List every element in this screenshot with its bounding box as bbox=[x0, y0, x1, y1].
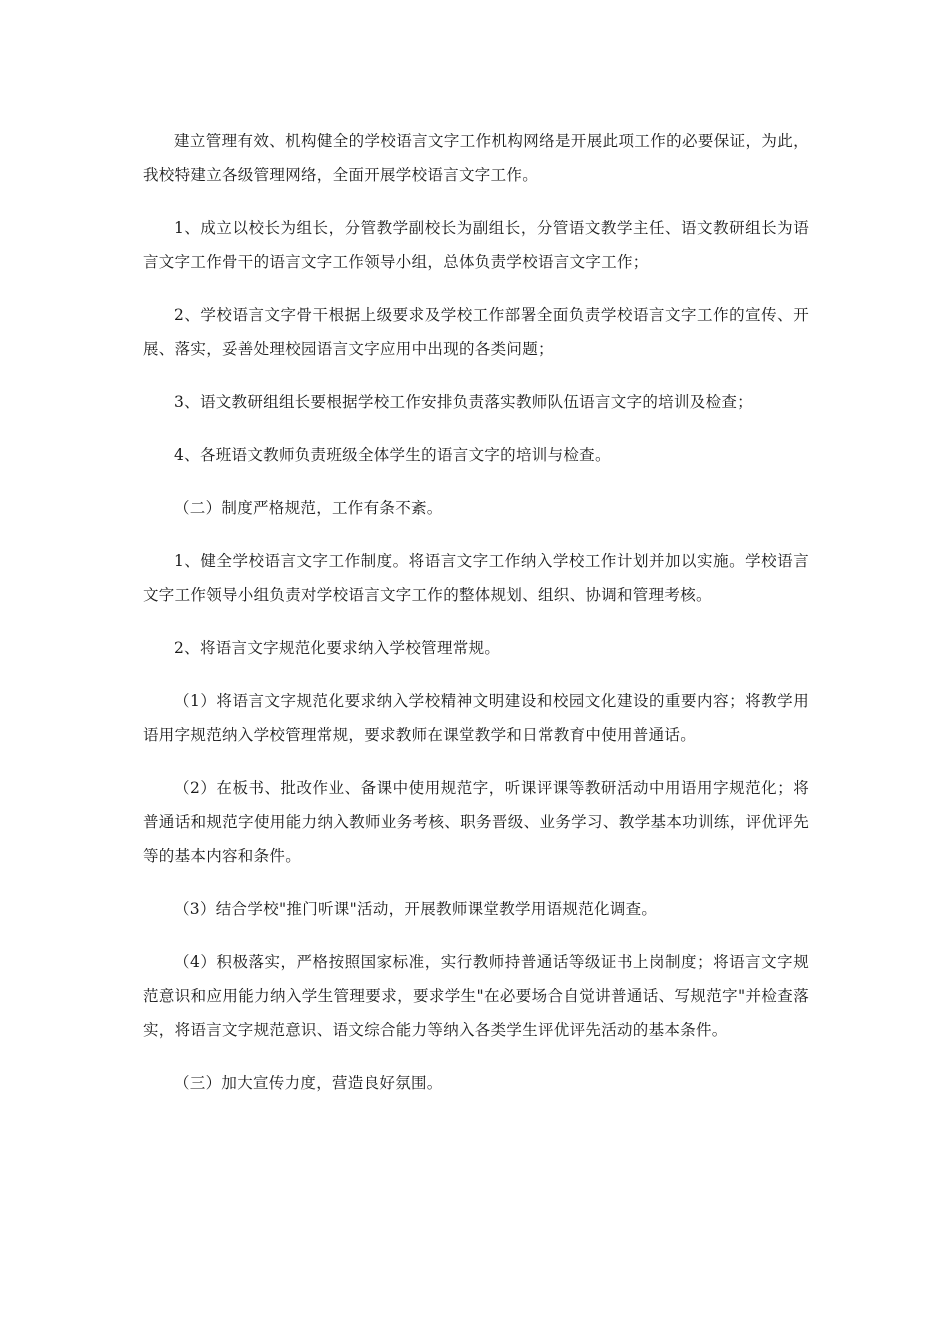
section-heading-2: （二）制度严格规范，工作有条不紊。 bbox=[174, 499, 443, 517]
paragraph-item-4: 4、各班语文教师负责班级全体学生的语言文字的培训与检查。 bbox=[174, 446, 611, 464]
paragraph-subitem-1: （1）将语言文字规范化要求纳入学校精神文明建设和校园文化建设的重要内容；将教学用语用字规范纳入学校管理常规，要求教师在课堂教学和日常教育中使用普通话。 bbox=[143, 692, 809, 744]
paragraph-item-2: 2、学校语言文字骨干根据上级要求及学校工作部署全面负责学校语言文字工作的宣传、开展、落实，妥善处理校园语言文字应用中出现的各类问题； bbox=[143, 306, 809, 358]
paragraph-rule-1: 1、健全学校语言文字工作制度。将语言文字工作纳入学校工作计划并加以实施。学校语言文字工作领导小组负责对学校语言文字工作的整体规划、组织、协调和管理考核。 bbox=[143, 552, 809, 604]
section-heading-3: （三）加大宣传力度，营造良好氛围。 bbox=[174, 1074, 443, 1092]
paragraph-subitem-3: （3）结合学校"推门听课"活动，开展教师课堂教学用语规范化调查。 bbox=[174, 900, 658, 918]
paragraph-item-3: 3、语文教研组组长要根据学校工作安排负责落实教师队伍语言文字的培训及检查； bbox=[174, 393, 753, 411]
paragraph-rule-2: 2、将语言文字规范化要求纳入学校管理常规。 bbox=[174, 639, 501, 657]
paragraph-subitem-4: （4）积极落实，严格按照国家标准，实行教师持普通话等级证书上岗制度；将语言文字规范意识和应用能力纳入学生管理要求，要求学生"在必要场合自觉讲普通话、写规范字"并检查落实，将语言文字规范意识、语文综合能力等纳入各类学生评优评先活动的基本条件。 bbox=[143, 953, 809, 1039]
paragraph-subitem-2: （2）在板书、批改作业、备课中使用规范字，听课评课等教研活动中用语用字规范化；将普通话和规范字使用能力纳入教师业务考核、职务晋级、业务学习、教学基本功训练，评优评先等的基本内容和条件。 bbox=[143, 779, 809, 865]
paragraph-intro: 建立管理有效、机构健全的学校语言文字工作机构网络是开展此项工作的必要保证，为此，我校特建立各级管理网络，全面开展学校语言文字工作。 bbox=[143, 132, 809, 184]
paragraph-item-1: 1、成立以校长为组长，分管教学副校长为副组长，分管语文教学主任、语文教研组长为语言文字工作骨干的语言文字工作领导小组，总体负责学校语言文字工作； bbox=[143, 219, 809, 271]
document-body bbox=[143, 124, 809, 1119]
